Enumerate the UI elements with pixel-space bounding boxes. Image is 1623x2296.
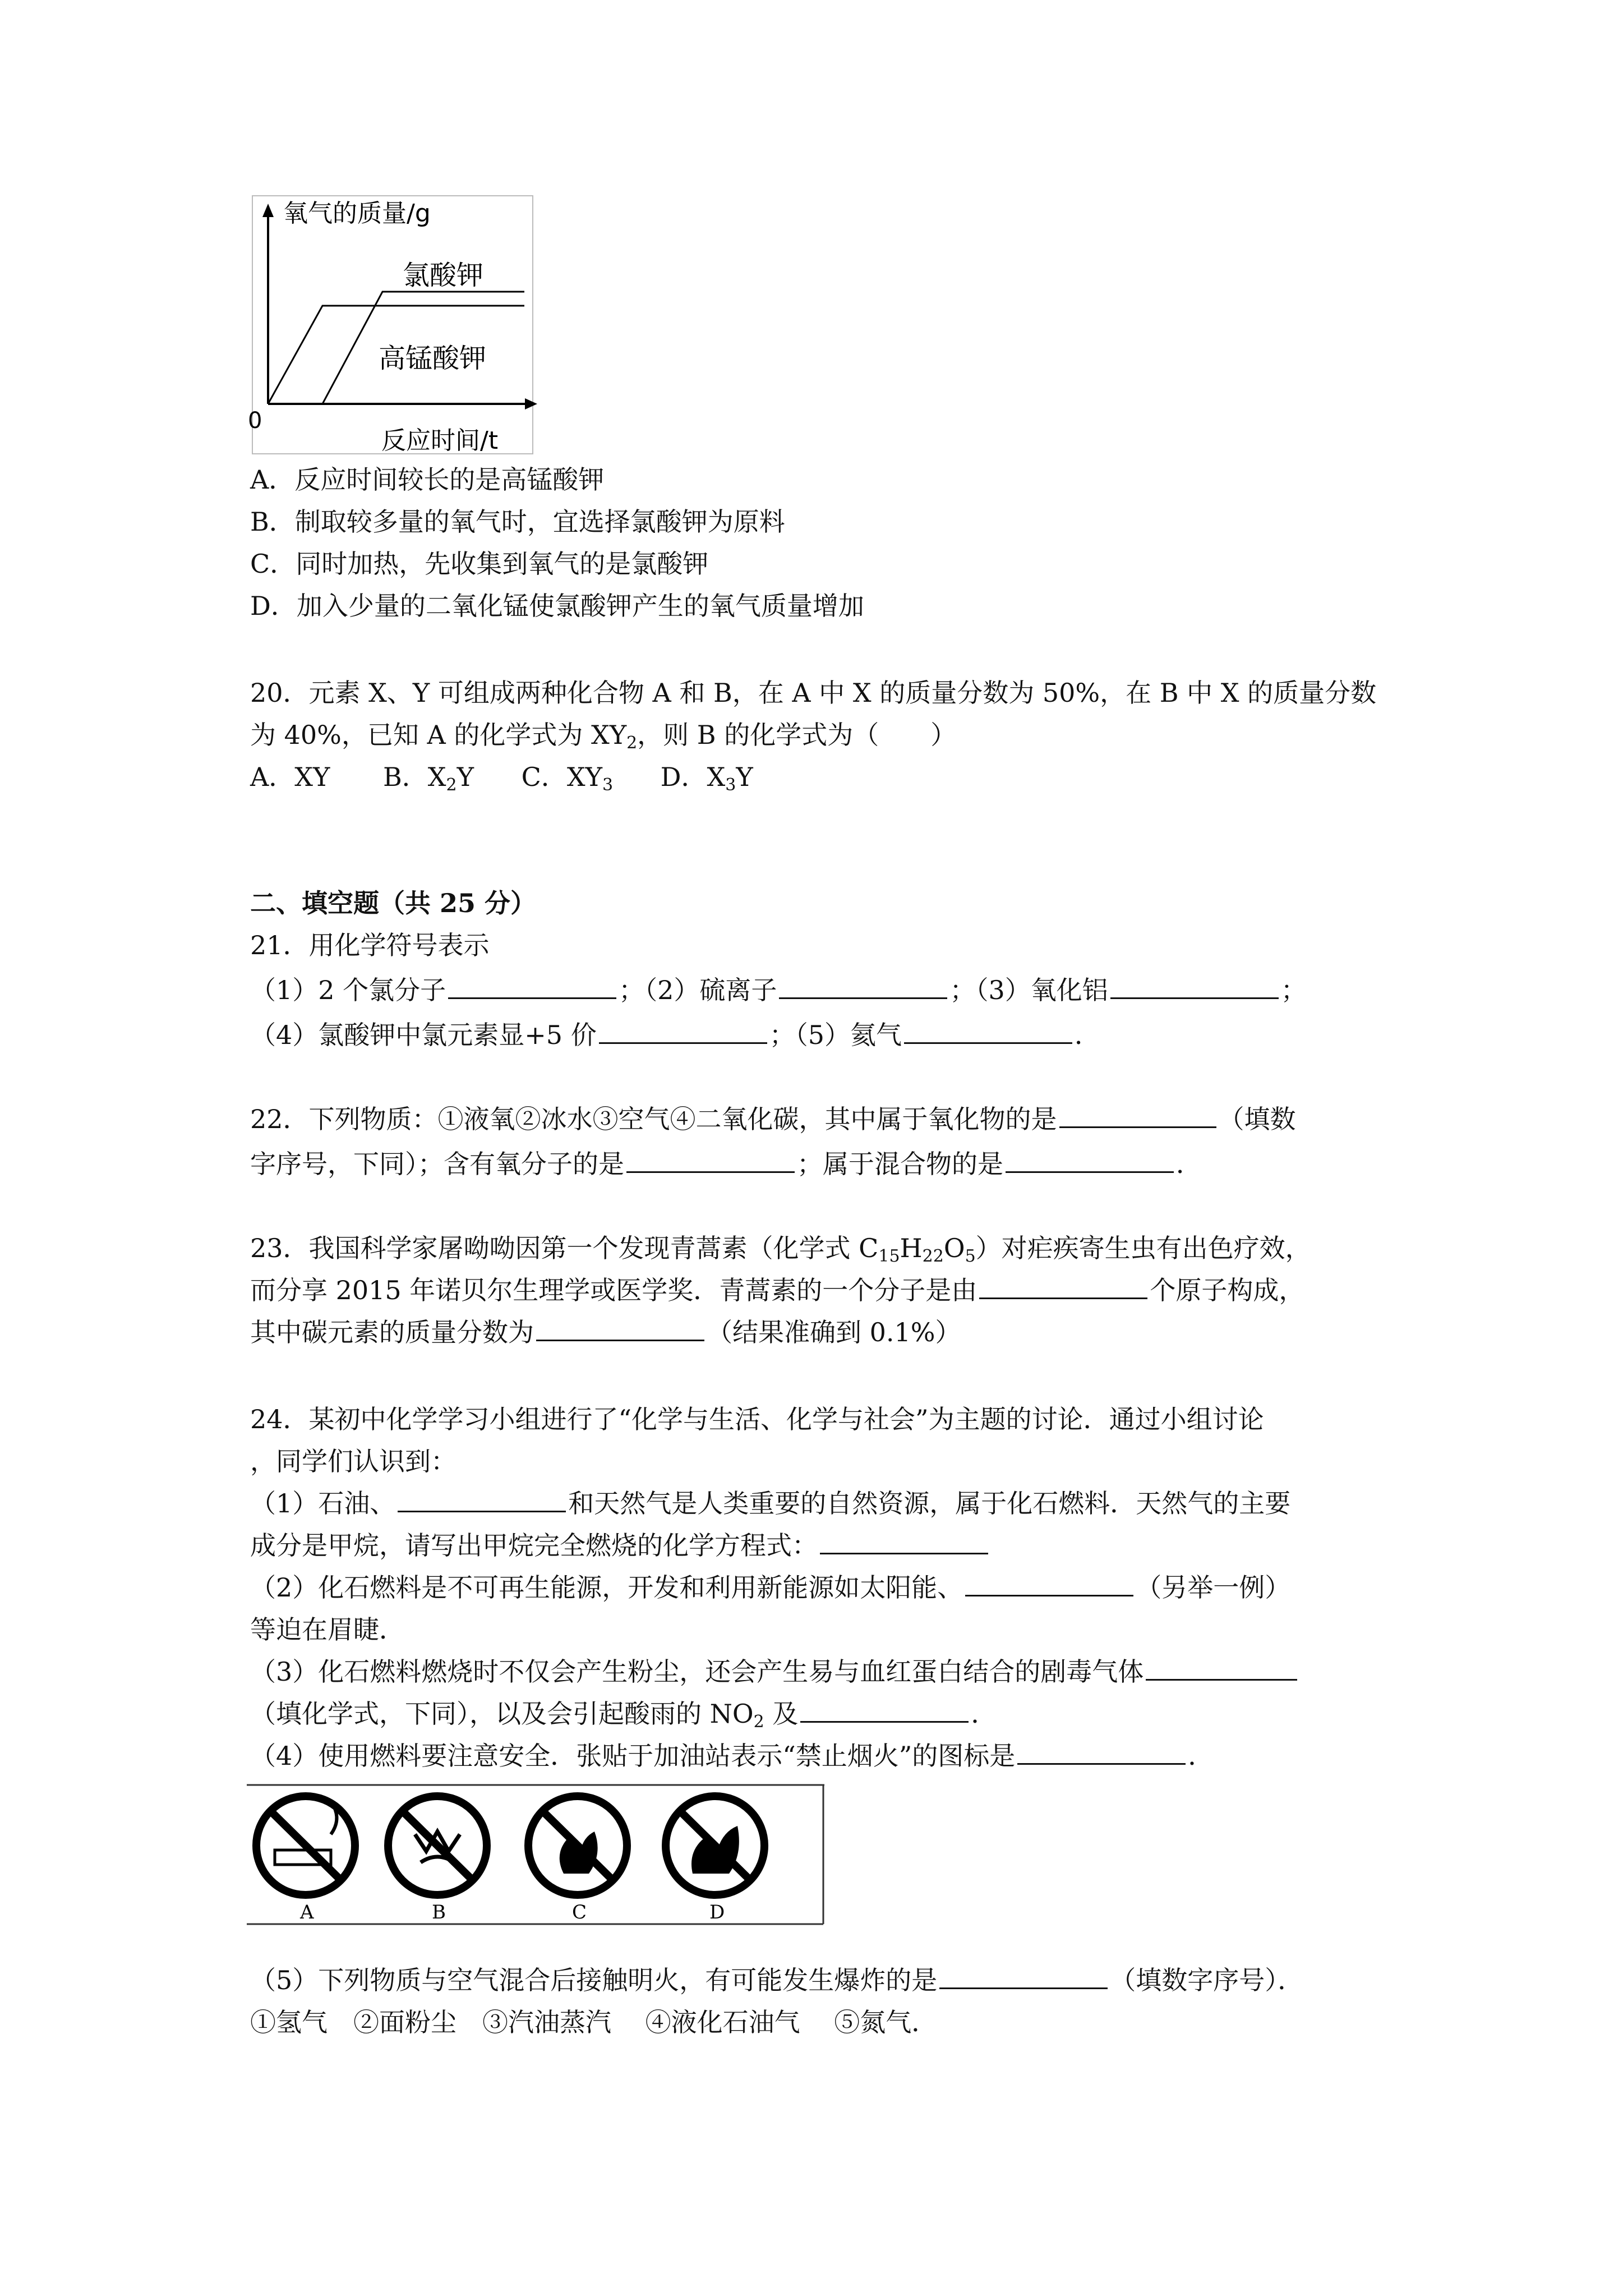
blank-input[interactable] <box>820 1530 988 1554</box>
q20-option-b: B．$X_2Y$ <box>382 762 474 795</box>
curve-label-potassium-permanganate: 高锰酸钾 <box>379 343 487 374</box>
curve-label-potassium-chlorate: 氯酸钾 <box>403 260 484 291</box>
blank-input[interactable] <box>800 1699 969 1723</box>
q23-line-3: 其中碳元素的质量分数为 （结果准确到 0.1%） <box>250 1317 961 1347</box>
origin-label: 0 <box>248 408 262 434</box>
blank-input[interactable] <box>398 1488 566 1512</box>
q22-line-1: 22．下列物质：①液氧②冰水③空气④二氧化碳，其中属于氧化物的是 （填数 <box>250 1104 1296 1134</box>
q20-options <box>250 760 753 794</box>
x-axis-label: 反应时间/t <box>381 426 499 455</box>
blank-input[interactable] <box>904 1020 1072 1044</box>
q21-line-2: （4）氯酸钾中氯元素显+5 价 ；（5）氦气 ． <box>250 1020 1100 1050</box>
q24-line-6: 等迫在眉睫． <box>250 1614 405 1645</box>
q20-option-c: C．$XY_3$ <box>521 762 614 795</box>
q23-line-2: 而分享 2015 年诺贝尔生理学或医学奖．青蒿素的一个分子是由 个原子构成， <box>250 1275 1305 1305</box>
q24-line-4: 成分是甲烷，请写出甲烷完全燃烧的化学方程式： <box>250 1529 990 1562</box>
q23-line-1: 23．我国科学家屠呦呦因第一个发现青蒿素（化学式 $C_{15}H_{22}O_5$）对疟疾寄生虫有出色疗效， <box>250 1233 1311 1266</box>
q21-line-1: （1）2 个氯分子 ；（2）硫离子 ；（3）氧化铝 ； <box>250 975 1307 1005</box>
q24-line-2: ，同学们认识到： <box>250 1446 457 1476</box>
y-axis-label: 氧气的质量/g <box>283 199 431 228</box>
blank-input[interactable] <box>965 1572 1133 1596</box>
section-2-title: 二、填空题（共 25 分） <box>250 888 537 918</box>
q22-line-2: 字序号，下同）；含有氧分子的是 ；属于混合物的是 ． <box>250 1149 1202 1179</box>
x-axis-arrow <box>525 398 537 409</box>
q19-option-b: B．制取较多量的氧气时，宜选择氯酸钾为原料 <box>250 507 785 537</box>
y-axis-arrow <box>262 204 274 217</box>
q24-line-3: （1）石油、 和天然气是人类重要的自然资源，属于化石燃料．天然气的主要 <box>250 1488 1291 1519</box>
q19-option-c: C．同时加热，先收集到氧气的是氯酸钾 <box>250 549 709 579</box>
blank-input[interactable] <box>536 1317 704 1341</box>
q19-option-a: A．反应时间较长的是高锰酸钾 <box>250 464 605 495</box>
no-burning-icon <box>666 1796 764 1895</box>
q24-line-5: （2）化石燃料是不可再生能源，开发和利用新能源如太阳能、 （另举一例） <box>250 1572 1291 1603</box>
q24-line-8: （填化学式，下同），以及会引起酸雨的 $NO_2$ 及 ． <box>250 1699 997 1732</box>
oxygen-mass-graph <box>241 194 538 457</box>
blank-input[interactable] <box>979 1275 1147 1299</box>
blank-input[interactable] <box>1006 1149 1174 1173</box>
safety-signs-figure <box>247 1784 824 1930</box>
blank-input[interactable] <box>939 1965 1108 1989</box>
q24-line-1: 24．某初中化学学习小组进行了“化学与生活、化学与社会”为主题的讨论．通过小组讨论 <box>250 1404 1264 1434</box>
blank-input[interactable] <box>1110 975 1279 999</box>
blank-input[interactable] <box>1059 1104 1216 1128</box>
q24-line-11: ①氢气 ②面粉尘 ③汽油蒸汽 ④液化石油气 ⑤氮气． <box>250 2007 938 2037</box>
no-open-flame-icon <box>528 1796 627 1895</box>
q24-line-7: （3）化石燃料燃烧时不仅会产生粉尘，还会产生易与血红蛋白结合的剧毒气体 <box>250 1655 1299 1688</box>
q19-option-d: D．加入少量的二氧化锰使氯酸钾产生的氧气质量增加 <box>250 591 864 621</box>
graph-frame <box>252 196 533 454</box>
no-fireworks-icon <box>388 1796 487 1895</box>
sign-label-c: C <box>572 1901 587 1924</box>
sign-label-d: D <box>709 1901 725 1924</box>
q20-option-d: D．$X_3Y$ <box>660 762 753 795</box>
blank-input[interactable] <box>626 1149 795 1173</box>
blank-input[interactable] <box>779 975 947 999</box>
sign-label-a: A <box>300 1901 314 1924</box>
blank-input[interactable] <box>1017 1741 1186 1765</box>
q24-line-9: （4）使用燃料要注意安全．张贴于加油站表示“禁止烟火”的图标是 ． <box>250 1741 1214 1771</box>
q20-line-2: 为 40%，已知 A 的化学式为 $XY_2$，则 B 的化学式为（ ） <box>250 720 957 753</box>
sign-label-b: B <box>432 1901 446 1924</box>
blank-input[interactable] <box>1146 1657 1297 1681</box>
q21-title: 21．用化学符号表示 <box>250 930 490 960</box>
q24-line-10: （5）下列物质与空气混合后接触明火，有可能发生爆炸的是 （填数字序号）． <box>250 1965 1304 1995</box>
q20-line-1: 20．元素 X、Y 可组成两种化合物 A 和 B，在 A 中 X 的质量分数为 50%，在 B 中 X 的质量分数 <box>250 678 1377 708</box>
q20-option-a: A．XY <box>250 762 330 792</box>
blank-input[interactable] <box>599 1020 767 1044</box>
blank-input[interactable] <box>448 975 616 999</box>
no-smoking-icon <box>256 1796 355 1895</box>
